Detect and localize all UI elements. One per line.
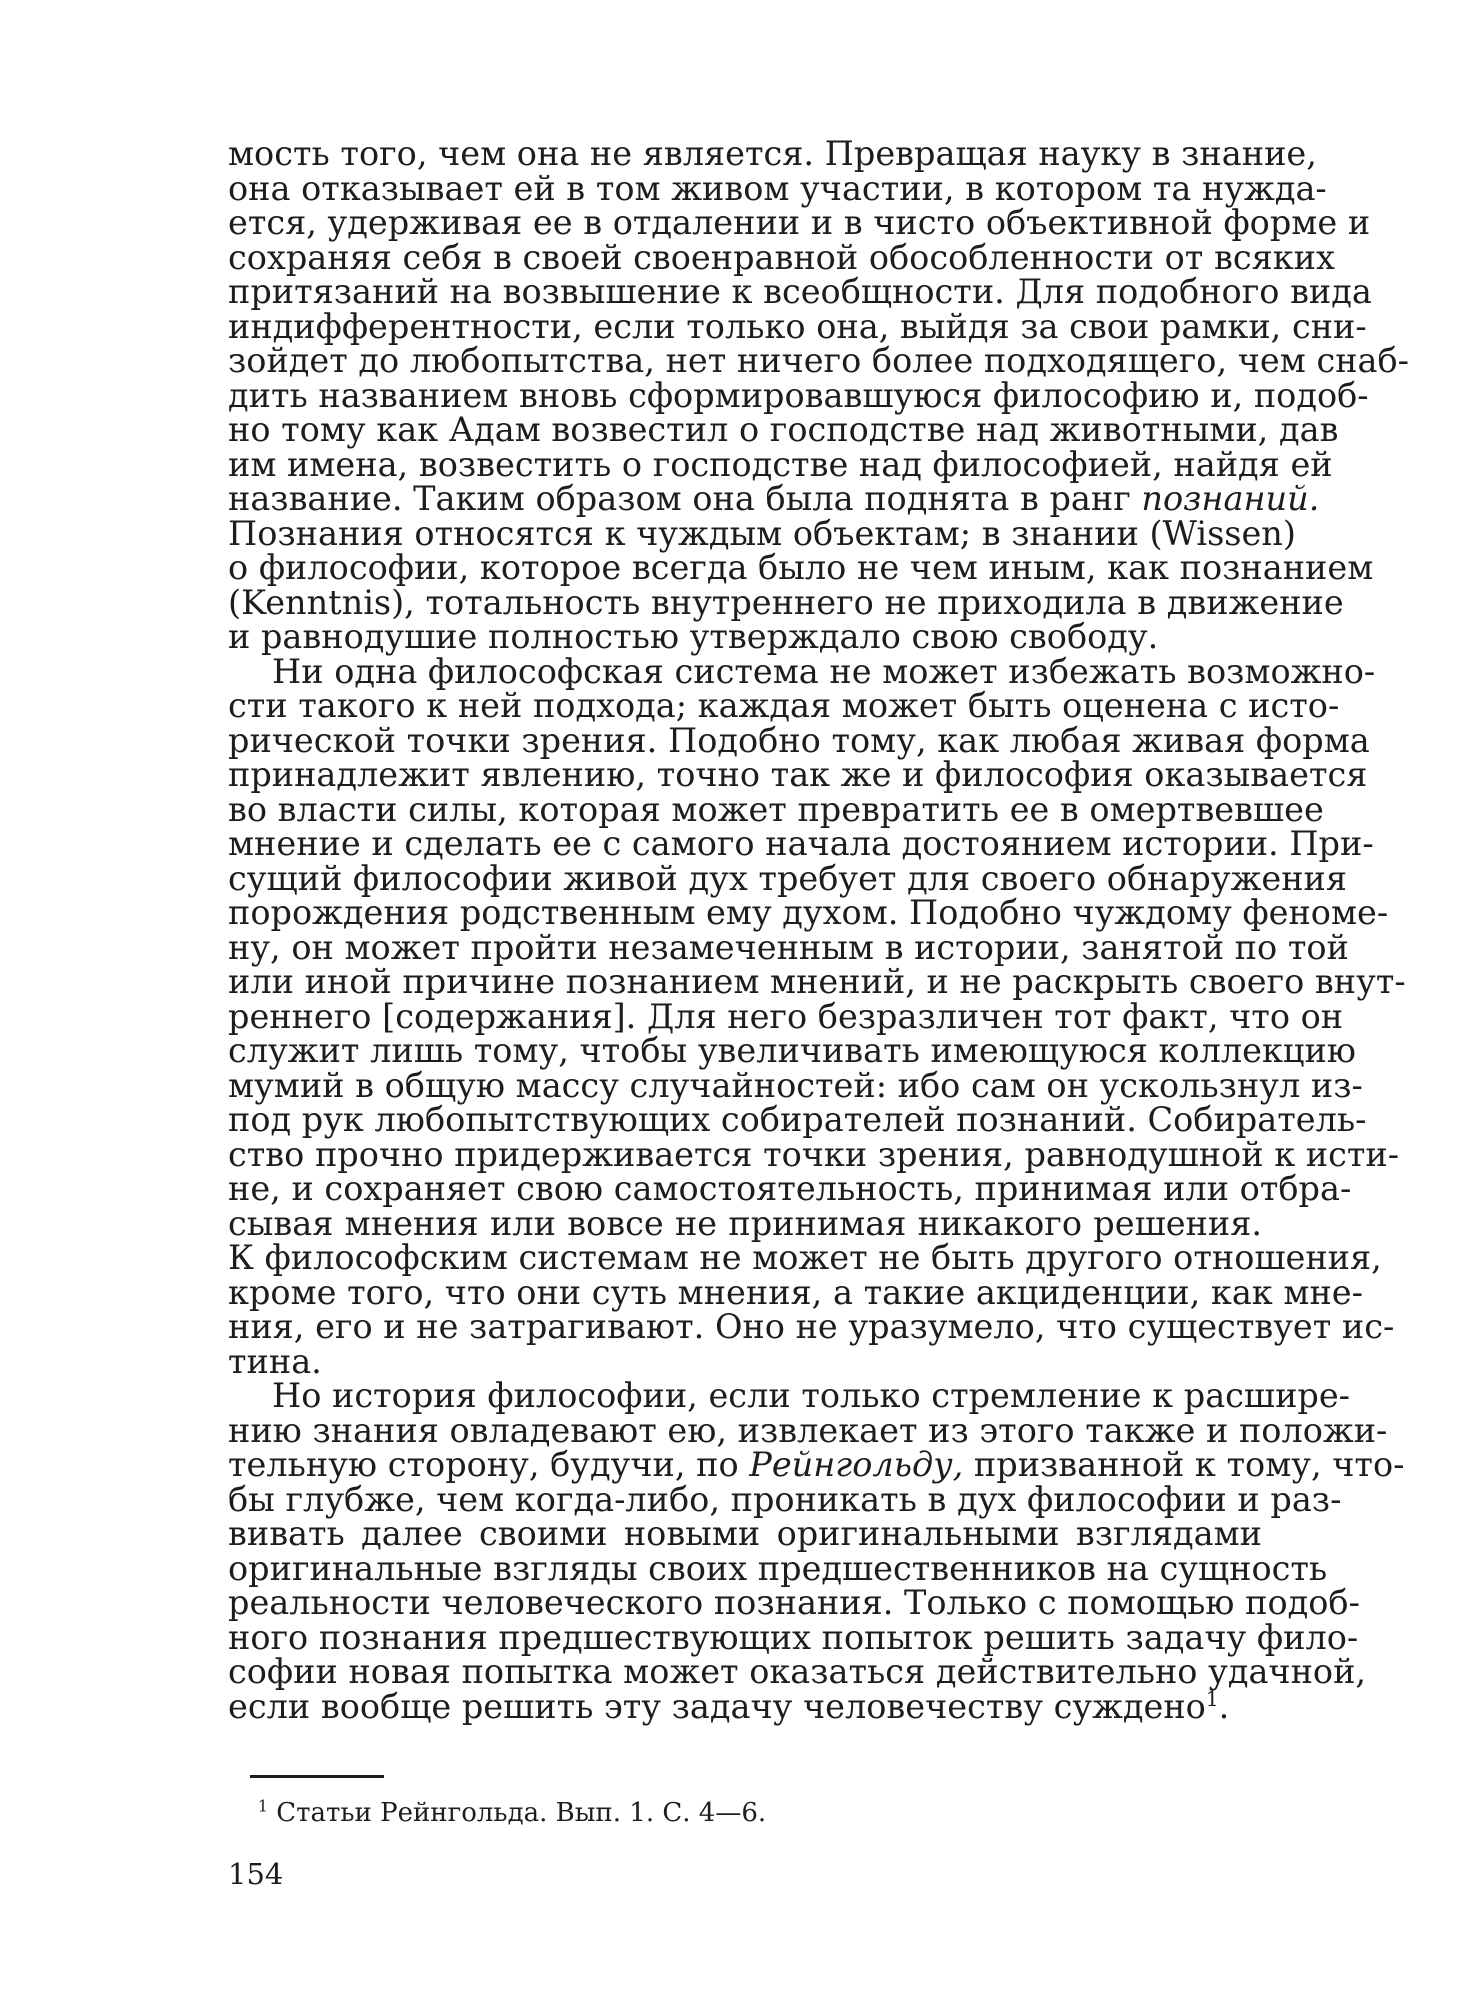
footnote-marker: 1 <box>258 1797 268 1816</box>
text-line: К философским системам не может не быть другого отношения, <box>228 1238 1382 1277</box>
text-line: не, и сохраняет свою самостоятельность, принимая или отбра- <box>228 1169 1352 1208</box>
text-line: софии новая попытка может оказаться действительно удачной, <box>228 1652 1367 1691</box>
text-line: им имена, возвестить о господстве над философией, найдя ей <box>228 444 1333 484</box>
text-line: принадлежит явлению, точно так же и философия оказывается <box>228 755 1368 794</box>
footnote-reference[interactable]: 1 <box>1205 1686 1219 1711</box>
text-segment: если вообще решить эту задачу человечеству суждено <box>228 1686 1206 1726</box>
text-line: ство прочно придерживается точки зрения, равнодушной к исти- <box>228 1134 1400 1174</box>
text-line: вивать далее своими новыми оригинальными взглядами <box>228 1514 1262 1553</box>
text-line: индифферентности, если только она, выйдя за свои рамки, сни- <box>228 306 1367 346</box>
text-line: Но история философии, если только стремление к расшире- <box>272 1376 1350 1415</box>
text-line: мнение и сделать ее с самого начала достоянием истории. При- <box>228 824 1374 863</box>
emphasis-text: Рейнгольду, <box>749 1445 964 1484</box>
text-line: во власти силы, которая может превратить ее в омертвевшее <box>228 789 1324 829</box>
text-line: бы глубже, чем когда-либо, проникать в дух философии и раз- <box>228 1479 1342 1519</box>
text-line: ется, удерживая ее в отдалении и в чисто объективной форме и <box>228 203 1371 242</box>
text-line: кроме того, что они суть мнения, а такие акциденции, как мне- <box>228 1272 1363 1312</box>
paragraph-1 <box>228 134 1409 656</box>
emphasis-text: познаний. <box>1141 479 1320 518</box>
text-line: сохраняя себя в своей своенравной обособленности от всяких <box>228 237 1335 277</box>
text-line: ну, он может пройти незамеченным в истории, занятой по той <box>228 927 1349 967</box>
text-line: сти такого к ней подхода; каждая может быть оценена с исто- <box>228 686 1340 725</box>
text-line: дить названием вновь сформировавшуюся философию и, подоб- <box>228 375 1369 415</box>
text-segment: название. Таким образом она была поднята в ранг <box>228 479 1142 518</box>
text-line <box>228 479 1320 518</box>
text-line <box>228 1686 1262 1726</box>
page-number: 154 <box>228 1857 284 1891</box>
text-segment: тельную сторону, будучи, по <box>228 1445 750 1484</box>
text-line: порождения родственным ему духом. Подобно чуждому феноме- <box>228 893 1389 932</box>
text-line: оригинальные взгляды своих предшественников на сущность <box>228 1548 1328 1588</box>
text-line: тина. <box>228 1341 322 1381</box>
text-line: притязаний на возвышение к всеобщности. Для подобного вида <box>228 272 1372 311</box>
text-line: рической точки зрения. Подобно тому, как любая живая форма <box>228 720 1370 760</box>
text-line: зойдет до любопытства, нет ничего более подходящего, чем снаб- <box>228 341 1409 380</box>
footnote-divider <box>250 1775 384 1778</box>
footnote-text: Статьи Рейнгольда. Вып. 1. С. 4—6. <box>276 1798 767 1828</box>
text-line: о философии, которое всегда было не чем иным, как познанием <box>228 548 1374 587</box>
text-line: Ни одна философская система не может избежать возможно- <box>272 651 1376 691</box>
text-line <box>228 1445 1405 1484</box>
footnote <box>258 1797 766 1829</box>
main-text <box>228 134 1409 1726</box>
text-line: (Kenntnis), тотальность внутреннего не приходила в движение <box>228 582 1344 622</box>
text-line: она отказывает ей в том живом участии, в котором та нужда- <box>228 168 1327 208</box>
text-line: сывая мнения или вовсе не принимая никакого решения. <box>228 1203 1262 1243</box>
text-line: и равнодушие полностью утверждало свою свободу. <box>228 617 1159 656</box>
text-line: реальности человеческого познания. Только с помощью подоб- <box>228 1583 1360 1622</box>
paragraph-2 <box>228 651 1406 1381</box>
text-line: ного познания предшествующих попыток решить задачу фило- <box>228 1617 1359 1657</box>
text-segment: . <box>1218 1686 1230 1726</box>
text-line: но тому как Адам возвестил о господстве над животными, дав <box>228 410 1339 449</box>
text-line: ния, его и не затрагивают. Оно не уразумело, что существует ис- <box>228 1307 1395 1346</box>
paragraph-3 <box>228 1376 1405 1726</box>
text-line: под рук любопытствующих собирателей познаний. Собиратель- <box>228 1100 1367 1139</box>
text-segment: призванной к тому, что- <box>963 1445 1405 1484</box>
text-line: служит лишь тому, чтобы увеличивать имеющуюся коллекцию <box>228 1031 1356 1070</box>
text-line: Познания относятся к чуждым объектам; в знании (Wissen) <box>228 513 1296 553</box>
text-line: мость того, чем она не является. Превращая науку в знание, <box>228 134 1317 173</box>
text-line: или иной причине познанием мнений, и не раскрыть своего внут- <box>228 962 1406 1001</box>
text-line: нию знания овладевают ею, извлекает из этого также и положи- <box>228 1410 1388 1450</box>
text-line: мумий в общую массу случайностей: ибо сам он ускользнул из- <box>228 1065 1363 1105</box>
text-line: сущий философии живой дух требует для своего обнаружения <box>228 858 1347 898</box>
text-line: реннего [содержания]. Для него безразличен тот факт, что он <box>228 996 1344 1036</box>
